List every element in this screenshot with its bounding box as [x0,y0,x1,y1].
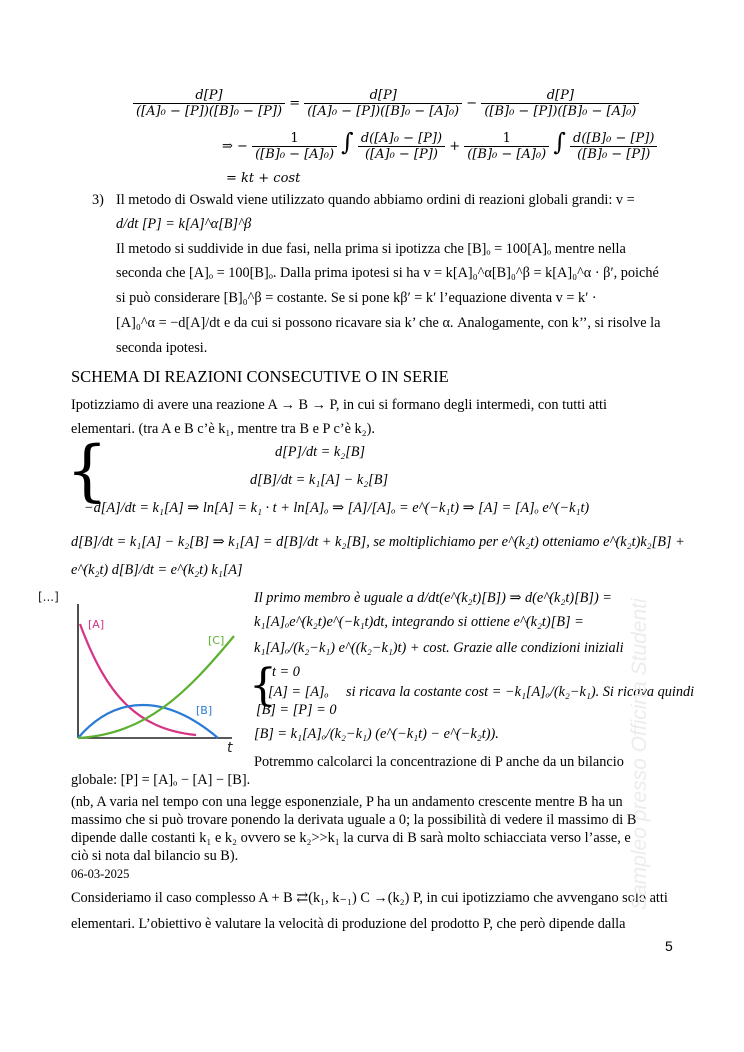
nb-line2: massimo che si può trovare ponendo la derivata uguale a 0; la possibilità di vedere il massimo di B [71,812,637,828]
potremmo-line1: Potremmo calcolarci la concentrazione di P anche da un bilancio [254,754,624,770]
intro-line1: Ipotizziamo di avere una reazione A → B → P, in cui si formano degli intermedi, con tutti atti [71,397,607,413]
system-brace: { [66,432,108,509]
date: 06-03-2025 [71,867,130,881]
item3-line4: seconda che [A]ₒ = 100[B]ₒ. Dalla prima ipotesi si ha v = k[A]₀^α[B]₀^β = k[A]₀^α · β′, poiché [116,265,659,281]
item3-line2: d/dt [P] = k[A]^α[B]^β [116,216,252,232]
item3-line5: si può considerare [B]₀^β = costante. Se si pone kβ′ = k′ l’equazione diventa v = k′ · [116,290,597,306]
nb-line3: dipende dalle costanti k₁ e k₂ ovvero se k₂>>k₁ la curva di B sarà molto schiacciata verso l’asse, e [71,830,631,846]
right-line1: Il primo membro è uguale a d/dt(e^(k₂t)[B]) ⇒ d(e^(k₂t)[B]) = [254,590,612,606]
label-a: [A] [88,618,105,631]
lhs-fraction: $\frac{d[P]}{\text{([A]₀ − [P])([B]₀ − [P])}}$ [133,88,285,119]
last-line1: Consideriamo il caso complesso A + B ⇄(k₁, k₋₁) C →(k₂) P, in cui ipotizziamo che avvengano solo atti [71,890,668,906]
concentration-graph [36,584,241,756]
potremmo-line2: globale: [P] = [A]ₒ − [A] − [B]. [71,772,251,788]
condition-t: t = 0 [272,664,300,680]
y-axis-label: [...] [38,590,59,604]
nb-line1: (nb, A varia nel tempo con una legge esponenziale, P ha un andamento crescente mentre B ha un [71,794,623,810]
section-heading: SCHEMA DI REAZIONI CONSECUTIVE O IN SERIE [71,367,449,386]
system-eq2: d[B]/dt = k₁[A] − k₂[B] [250,472,389,488]
curve-c [78,636,234,738]
condition-bp: [B] = [P] = 0 [256,702,337,718]
term2-fraction: $\frac{d[P]}{\text{([B]₀ − [P])([B]₀ − [A]₀)}}$ [481,88,639,119]
right-line3: k₁[A]ₒ/(k₂−k₁) e^((k₂−k₁)t) + cost. Grazie alle condizioni iniziali [254,640,624,656]
item-number: 3) [92,192,104,208]
top-equation-line3: = kt + cost [226,171,301,186]
term1-fraction: $\frac{d[P]}{\text{([A]₀ − [P])([B]₀ − [A]₀)}}$ [304,88,462,119]
result-b: [B] = k₁[A]ₒ/(k₂−k₁) (e^(−k₁t) − e^(−k₂t)). [254,726,499,742]
system-eq1: d[P]/dt = k₂[B] [275,444,366,460]
page-number: 5 [665,938,673,954]
system-eq3: −d[A]/dt = k₁[A] ⇒ ln[A] = k₁ · t + ln[A]ₒ ⇒ [A]/[A]ₒ = e^(−k₁t) ⇒ [A] = [A]ₒ e^(−k₁t) [84,500,590,516]
item3-line1: Il metodo di Oswald viene utilizzato quando abbiamo ordini di reazioni globali grandi: v = [116,192,635,208]
conditions-brace: { [249,660,277,711]
item3-line7: seconda ipotesi. [116,340,208,356]
right-line2: k₁[A]ₒe^(k₂t)e^(−k₁t)dt, integrando si ottiene e^(k₂t)[B] = [254,614,584,630]
watermark: Sampleo presso Officina Studenti [628,598,651,910]
top-equation: $\frac{d[P]}{\text{([A]₀ − [P])([B]₀ − [P])}}$ = $\frac{d[P]}{\text{([A]₀ − [P])([B]₀ − [A]₀)}}$ − $\frac{d[P]}{\text{([B]₀ − [P])([B]₀ − [A]₀)}}$ [133,88,639,119]
curve-a [80,624,196,735]
label-c: [C] [208,634,225,647]
intro-line2: elementari. (tra A e B c’è k₁, mentre tra B e P c’è k₂). [71,421,375,437]
item3-line6: [A]₀^α = −d[A]/dt e da cui si possono ricavare sia k’ che α. Analogamente, con k’’, si risolve la [116,315,661,331]
top-equation-line2: ⇒ − $\frac{1}{\text{([B]₀ − [A]₀)}}$ ∫ $\frac{\text{d([A]₀ − [P])}}{\text{([A]₀ − [P])}}$ + $\frac{1}{\text{([B]₀ − [A]₀)}}$ ∫ $\frac{\text{d([B]₀ − [P])}}{\text{([B]₀ − [P])}}$ [222,128,657,162]
x-axis-label: t [227,740,233,756]
eqB-line2: e^(k₂t) d[B]/dt = e^(k₂t) k₁[A] [71,562,243,578]
item3-line3: Il metodo si suddivide in due fasi, nella prima si ipotizza che [B]ₒ = 100[A]ₒ mentre nella [116,241,626,257]
eqB-line1: d[B]/dt = k₁[A] − k₂[B] ⇒ k₁[A] = d[B]/dt + k₂[B], se moltiplichiamo per e^(k₂t) otteniamo e^(k₂t)k₂[B] + [71,534,685,550]
condition-const: si ricava la costante cost = −k₁[A]ₒ/(k₂−k₁). Si ricava quindi [346,684,695,700]
label-b: [B] [196,704,213,717]
nb-line4: ciò si nota dal bilancio su B). [71,848,239,864]
last-line2: elementari. L’obiettivo è valutare la velocità di produzione del prodotto P, che però dipende dalla [71,916,626,932]
condition-a: [A] = [A]ₒ [268,684,329,700]
